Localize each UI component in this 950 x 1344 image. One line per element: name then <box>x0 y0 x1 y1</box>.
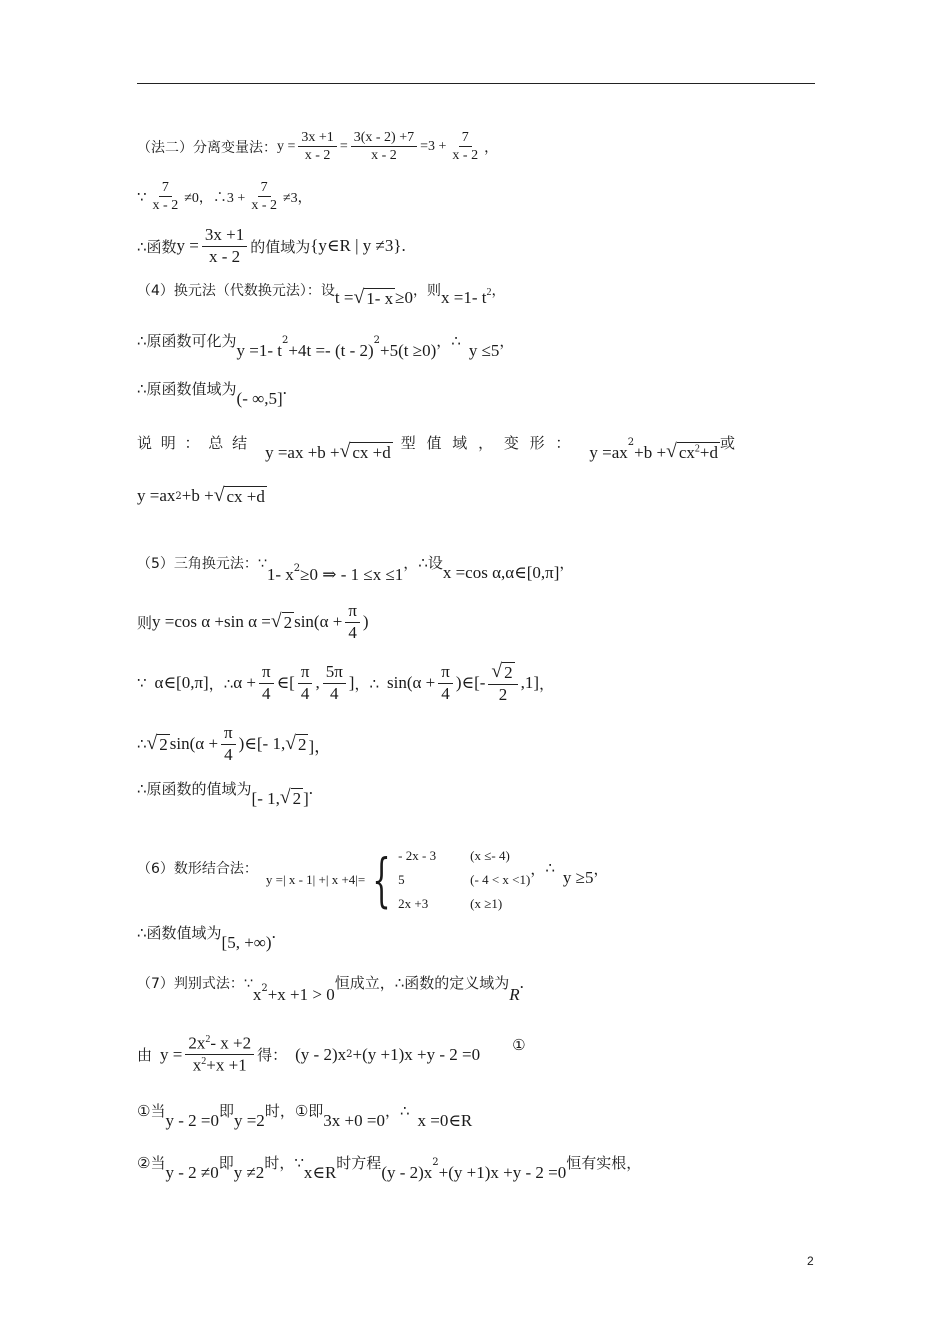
sqrt <box>280 788 303 809</box>
radicand: 2 <box>292 789 302 809</box>
fraction <box>150 180 182 214</box>
case-row <box>398 892 530 916</box>
math: sin(α + <box>294 612 343 632</box>
math: 2x <box>188 1033 206 1053</box>
sqrt <box>340 442 393 463</box>
math: x <box>252 984 262 1004</box>
radicand: 2 <box>283 612 293 632</box>
denominator <box>190 1055 250 1075</box>
fraction <box>221 724 236 764</box>
fraction <box>449 130 481 164</box>
fraction <box>488 662 517 704</box>
punctuation: ， <box>593 859 609 878</box>
radicand: 2 <box>297 734 307 754</box>
therefore-line-1 <box>137 226 406 266</box>
text: ①当 <box>137 1102 166 1120</box>
math: +(y +1)x +y - 2 =0 <box>438 1162 567 1182</box>
math: y =2 <box>233 1110 265 1130</box>
because-line-5 <box>137 662 554 704</box>
superscript: 2 <box>205 1034 211 1045</box>
equation-marker: ① <box>512 1035 526 1054</box>
math: x =cos α,α∈[0,π] <box>442 562 560 582</box>
math: y =1- t <box>236 340 283 360</box>
math: y = <box>160 1044 183 1064</box>
fraction <box>438 663 453 703</box>
punctuation: ， <box>491 283 506 300</box>
range-line-5 <box>137 778 314 809</box>
text: ∴原函数可化为 <box>137 332 237 350</box>
punctuation: ， <box>539 674 555 693</box>
radicand: 2 <box>159 734 168 754</box>
math: sin(α + <box>169 734 219 754</box>
header-rule <box>137 83 815 84</box>
math: = <box>339 138 348 154</box>
math: ] <box>348 673 355 693</box>
method5-label: （5）三角换元法：∵ <box>137 555 267 572</box>
math: ≠3， <box>282 190 312 206</box>
fraction <box>351 130 417 164</box>
fraction <box>248 180 280 214</box>
punctuation: ， <box>559 554 575 572</box>
math: (y - 2)x <box>295 1044 347 1064</box>
method6-line <box>137 832 609 914</box>
text: ∴设 <box>418 554 443 572</box>
math: R <box>509 984 520 1004</box>
sqrt <box>353 288 395 309</box>
math: 3x +0 =0 <box>323 1110 385 1130</box>
sqrt <box>147 734 170 755</box>
numerator: π <box>438 663 453 684</box>
sqrt <box>214 486 267 507</box>
numerator: 7 <box>258 180 271 197</box>
math: +5(t ≥0) <box>380 340 437 360</box>
punctuation: ， <box>499 332 515 350</box>
method7-label: （7）判别式法：∵ <box>137 975 253 992</box>
denominator: x - 2 <box>304 148 331 164</box>
text: ，则 <box>412 283 441 300</box>
text: ，∴ <box>384 1102 410 1120</box>
cases <box>398 844 530 916</box>
math: +b + <box>634 442 667 462</box>
numerator <box>488 662 517 685</box>
case-expression: 5 <box>398 872 405 887</box>
denominator: x - 2 <box>208 246 241 266</box>
math: ∈[ <box>276 673 295 693</box>
text: 时，∵ <box>264 1154 304 1172</box>
math: [5, +∞) <box>221 932 272 952</box>
fraction <box>345 602 360 642</box>
numerator: 3(x - 2) +7 <box>351 130 417 147</box>
punctuation: ，∴ <box>354 674 379 693</box>
case-row <box>398 844 530 868</box>
punctuation: ， <box>436 332 452 350</box>
numerator: 5π <box>323 663 346 684</box>
superscript: 2 <box>627 437 635 448</box>
note-label: 说 明 ： 总 结 <box>137 434 250 452</box>
punctuation: . <box>308 778 314 798</box>
math: y - 2 ≠0 <box>165 1162 219 1182</box>
text: 的值域为 <box>250 237 311 256</box>
method2-label: （法二）分离变量法： <box>137 139 277 156</box>
math: - x +2 <box>210 1033 252 1053</box>
radical-sign: √ <box>491 661 503 682</box>
denominator: 2 <box>498 684 508 704</box>
radicand: 2 <box>504 663 513 682</box>
because-symbol: ∵ <box>137 187 147 206</box>
text: ∴函数值域为 <box>137 924 222 942</box>
numerator: 7 <box>159 180 172 197</box>
text: ∴原函数值域为 <box>137 380 237 398</box>
denominator: 4 <box>300 683 310 703</box>
original-function-line <box>137 330 515 360</box>
numerator: π <box>345 602 360 623</box>
math: y = <box>277 138 296 154</box>
math: +x +1 > 0 <box>267 984 335 1004</box>
piecewise-function <box>365 844 530 916</box>
math: ≥0 ⇒ - 1 ≤x ≤1 <box>300 564 404 584</box>
because-symbol: ∵ <box>137 674 147 693</box>
therefore-line-5 <box>137 724 331 764</box>
fraction <box>298 130 336 164</box>
denominator: x - 2 <box>251 198 277 214</box>
numerator: 3x +1 <box>202 226 247 247</box>
math: +b + <box>181 486 214 506</box>
math: ≥0 <box>395 288 413 308</box>
math: ,1] <box>520 673 540 693</box>
text: 即 <box>218 1154 234 1172</box>
numerator: 7 <box>459 130 472 147</box>
note-line-2 <box>137 486 267 507</box>
math: +x +1 <box>206 1056 247 1075</box>
radical-sign: √ <box>146 732 158 754</box>
math: α + <box>233 673 256 693</box>
therefore-symbol: ∴ <box>451 331 461 350</box>
math: x =1- t <box>440 288 487 308</box>
text: 时，①即 <box>264 1102 324 1120</box>
fraction <box>259 663 274 703</box>
text: ②当 <box>137 1154 166 1172</box>
case-expression: 2x +3 <box>398 896 429 911</box>
method7-line <box>137 972 524 1004</box>
radical-sign: √ <box>353 287 365 308</box>
math: α∈[0,π] <box>154 673 209 693</box>
method5-line <box>137 552 575 584</box>
radical-sign: √ <box>270 610 282 632</box>
note-line <box>137 432 735 463</box>
math: , <box>315 673 320 693</box>
text: 恒成立，∴函数的定义域为 <box>334 974 510 992</box>
math: y =ax +b + <box>265 442 340 462</box>
therefore-symbol: ∴ <box>545 859 555 877</box>
then-line <box>137 602 369 642</box>
fraction <box>298 663 313 703</box>
radicand: cx +d <box>226 487 265 506</box>
case-condition: (x ≥1) <box>470 896 503 911</box>
punctuation: ， <box>403 554 419 572</box>
case-expression: - 2x - 3 <box>398 848 437 863</box>
case-condition: (- 4 < x <1) <box>470 872 531 887</box>
text: 时方程 <box>336 1154 382 1172</box>
punctuation: . <box>519 972 524 992</box>
denominator: 4 <box>262 683 271 703</box>
superscript: 2 <box>261 983 268 994</box>
punctuation: . <box>282 378 287 398</box>
numerator: π <box>221 724 236 745</box>
numerator <box>185 1034 254 1055</box>
case-condition: (x ≤- 4) <box>470 848 510 863</box>
math: y ≠2 <box>233 1162 265 1182</box>
math: )∈[- <box>455 673 486 693</box>
numerator: π <box>259 663 274 684</box>
math: ] <box>303 788 309 808</box>
numerator: 3x +1 <box>298 130 336 147</box>
math: ]， <box>308 736 332 756</box>
radicand <box>677 442 720 463</box>
method4-line <box>137 280 506 308</box>
denominator: x - 2 <box>152 198 179 214</box>
math: x <box>192 1056 202 1075</box>
math: =3 + <box>420 138 447 154</box>
radicand: cx +d <box>352 443 391 463</box>
math: {y∈R | y ≠3} <box>310 236 402 256</box>
because-line-1 <box>137 180 312 214</box>
text: 则 <box>137 613 153 632</box>
superscript: 2 <box>694 443 700 455</box>
case-line-2 <box>137 1152 642 1182</box>
text: 或 <box>719 434 735 452</box>
punctuation: . <box>401 236 406 256</box>
math: cx <box>678 443 695 463</box>
text: 由 <box>137 1046 153 1065</box>
radical-sign: √ <box>213 485 225 506</box>
range-line-6 <box>137 922 276 952</box>
radical-sign: √ <box>285 732 296 754</box>
superscript: 2 <box>201 1056 207 1068</box>
math: 1- x <box>266 564 294 584</box>
math: sin(α + <box>387 673 436 693</box>
math: y =cos α +sin α = <box>152 612 271 632</box>
method4-label: （4）换元法（代数换元法）：设 <box>137 283 335 300</box>
fraction <box>185 1034 254 1076</box>
math: x∈R <box>303 1162 337 1182</box>
left-brace: { <box>372 846 391 914</box>
sqrt <box>285 734 308 755</box>
math: y =ax <box>137 486 176 506</box>
punctuation: ，∴ <box>208 674 234 693</box>
text: 得： <box>257 1046 288 1065</box>
math: y =| x - 1| +| x +4|= <box>265 872 366 887</box>
punctuation: . <box>271 922 276 942</box>
radical-sign: √ <box>279 787 291 809</box>
fraction <box>323 663 346 703</box>
math: +4t =- (t - 2) <box>288 340 374 360</box>
page-number: 2 <box>807 1254 814 1268</box>
range-line-1 <box>137 378 287 408</box>
math: ≠0，∴3 + <box>184 190 246 206</box>
text: 型 值 域 ， 变 形 ： <box>400 434 574 452</box>
math: (- ∞,5] <box>236 388 283 408</box>
sqrt <box>666 442 720 463</box>
math: )∈[- 1, <box>238 734 286 754</box>
math: x =0∈R <box>417 1110 473 1130</box>
denominator: 4 <box>329 683 339 703</box>
case-line-1 <box>137 1100 473 1130</box>
superscript: 2 <box>175 490 182 502</box>
math: t = <box>334 288 354 308</box>
from-line-7 <box>137 1034 526 1076</box>
text: 即 <box>218 1102 234 1120</box>
math: y ≤5 <box>468 340 500 360</box>
method2-line <box>137 130 498 164</box>
math: y - 2 =0 <box>165 1110 219 1130</box>
math: ) <box>362 612 369 632</box>
denominator: x - 2 <box>371 148 397 164</box>
superscript: 2 <box>346 1049 353 1061</box>
superscript: 2 <box>293 563 301 574</box>
radical-sign: √ <box>339 441 351 463</box>
radical-sign: √ <box>666 441 677 463</box>
math: +(y +1)x +y - 2 =0 <box>352 1044 481 1064</box>
text: ∴原函数的值域为 <box>137 780 252 798</box>
math: y = <box>176 236 199 256</box>
denominator: 4 <box>224 744 233 764</box>
math: +d <box>699 443 718 463</box>
denominator: x - 2 <box>452 148 479 164</box>
punctuation: ， <box>530 859 546 878</box>
superscript: 2 <box>486 286 492 298</box>
superscript: 2 <box>282 335 289 346</box>
fraction <box>202 226 247 266</box>
superscript: 2 <box>373 335 381 346</box>
radicand: 1- x <box>366 289 394 308</box>
punctuation: ， <box>484 139 499 156</box>
math: [- 1, <box>251 788 280 808</box>
math: y ≥5 <box>562 868 594 887</box>
text: ∴函数 <box>137 237 177 256</box>
superscript: 2 <box>432 1157 439 1168</box>
numerator: π <box>298 663 313 684</box>
text: 恒有实根， <box>566 1154 642 1172</box>
sqrt <box>271 612 294 633</box>
denominator: 4 <box>348 622 357 642</box>
method6-label: （6）数形结合法： <box>137 861 258 877</box>
case-row <box>398 868 530 892</box>
denominator: 4 <box>441 683 450 703</box>
math: (y - 2)x <box>381 1162 433 1182</box>
math: y =ax <box>589 442 628 462</box>
therefore-symbol: ∴ <box>137 735 147 754</box>
